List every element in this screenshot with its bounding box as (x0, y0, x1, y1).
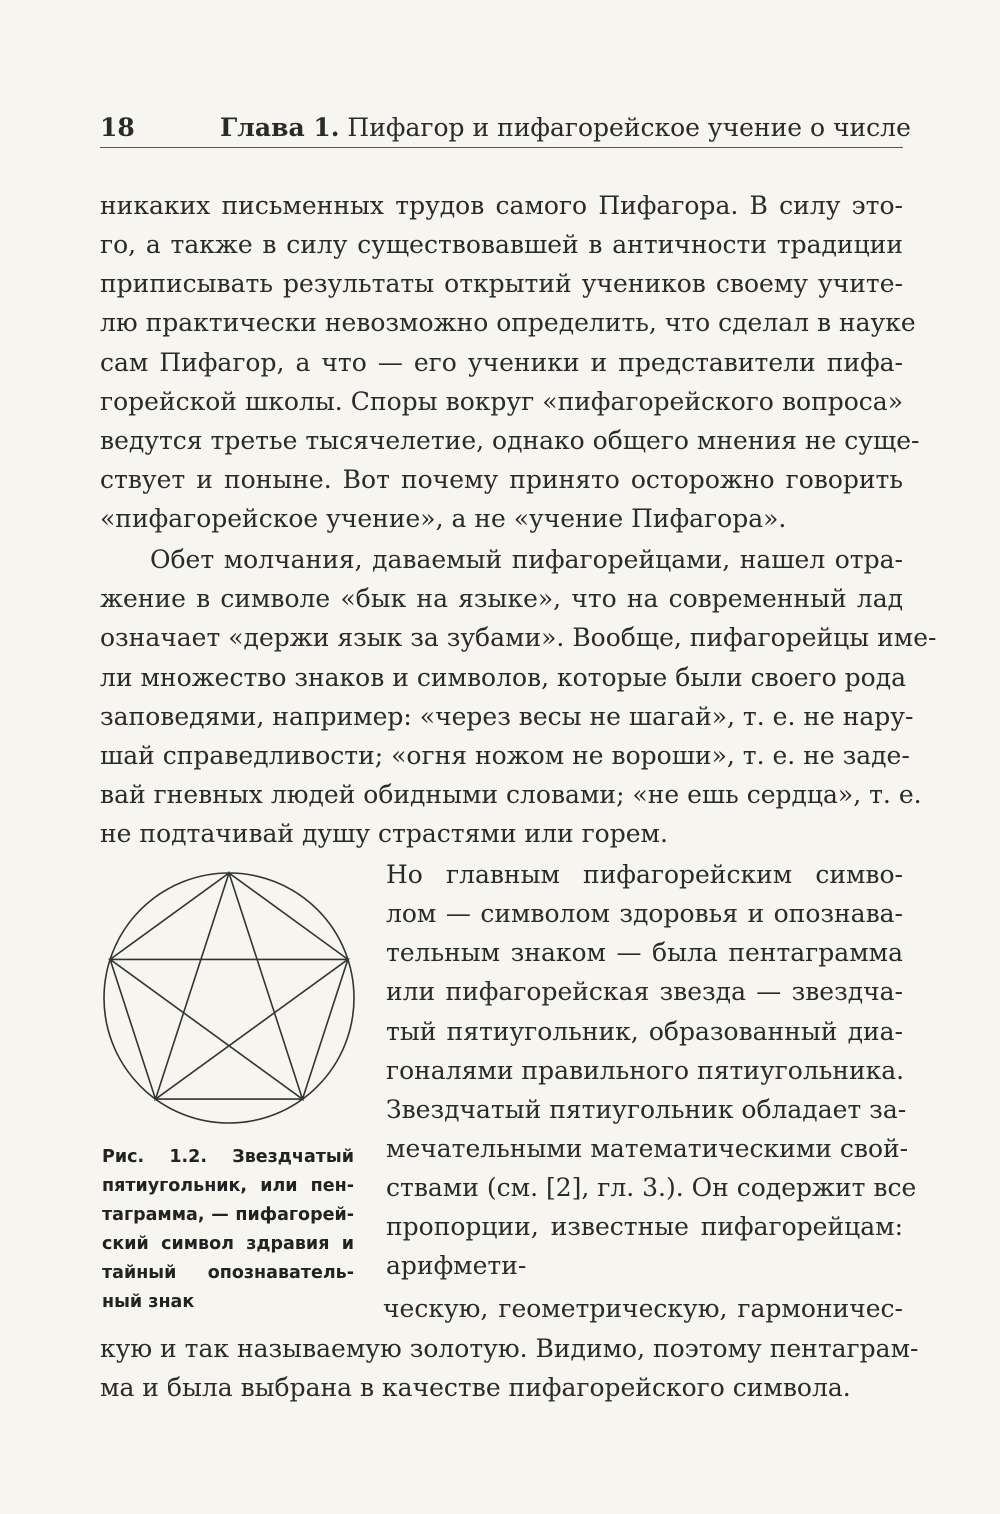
text-line: жение в символе «бык на языке», что на современный лад (100, 584, 903, 613)
text-line: приписывать результаты открытий учеников своему учите- (100, 269, 903, 298)
text-line: тый пятиугольник, образованный диа- (386, 1017, 903, 1046)
chapter-label: Глава 1. (220, 113, 340, 142)
text-line: ческую, геометрическую, гармоничес- (383, 1294, 903, 1323)
text-line: лю практически невозможно определить, что сделал в науке (100, 308, 916, 337)
text-line: тельным знаком — была пентаграмма (386, 938, 903, 967)
pentagram-figure (102, 871, 356, 1125)
caption-line: таграмма, — пифагорей- (102, 1205, 354, 1225)
text-line: кую и так называемую золотую. Видимо, поэтому пентаграм- (100, 1334, 919, 1363)
text-line: го, а также в силу существовавшей в античности традиции (100, 230, 903, 259)
text-line: горейской школы. Споры вокруг «пифагорейского вопроса» (100, 387, 903, 416)
caption-line: ный знак (102, 1292, 195, 1312)
text-line: Звездчатый пятиугольник обладает за- (386, 1095, 907, 1124)
page-number: 18 (100, 113, 135, 142)
pentagram-in-circle-icon (102, 871, 356, 1125)
text-line: ведутся третье тысячелетие, однако общего мнения не суще- (100, 426, 920, 455)
text-line: означает «держи язык за зубами». Вообще, пифагорейцы име- (100, 623, 937, 652)
header-rule (100, 147, 903, 148)
text-line: Обет молчания, даваемый пифагорейцами, нашел отра- (150, 545, 903, 574)
text-line: Но главным пифагорейским симво- (386, 860, 903, 889)
caption-line: Рис. 1.2. Звездчатый (102, 1147, 354, 1167)
caption-line: ский символ здравия и (102, 1234, 354, 1254)
text-line: сам Пифагор, а что — его ученики и представители пифа- (100, 348, 903, 377)
text-line: ли множество знаков и символов, которые были своего рода (100, 663, 907, 692)
text-line: пропорции, известные пифагорейцам: (386, 1212, 903, 1241)
caption-line: пятиугольник, или пен- (102, 1176, 354, 1196)
chapter-title: Пифагор и пифагорейское учение о числе (347, 113, 911, 142)
text-line: «пифагорейское учение», а не «учение Пифагора». (100, 504, 787, 533)
text-line: не подтачивай душу страстями или горем. (100, 819, 668, 848)
running-header (100, 110, 911, 146)
text-line: гоналями правильного пятиугольника. (386, 1056, 905, 1085)
chapter-heading (220, 110, 911, 146)
text-line: или пифагорейская звезда — звездча- (386, 977, 903, 1006)
text-line: никаких письменных трудов самого Пифагора. В силу это- (100, 191, 903, 220)
text-line: арифмети- (386, 1251, 527, 1280)
text-line: заповедями, например: «через весы не шагай», т. е. не нару- (100, 702, 914, 731)
text-line: вай гневных людей обидными словами; «не ешь сердца», т. е. (100, 780, 922, 809)
text-line: ствами (см. [2], гл. 3.). Он содержит все (386, 1173, 917, 1202)
text-line: ма и была выбрана в качестве пифагорейского символа. (100, 1373, 851, 1402)
text-line: шай справедливости; «огня ножом не вороши», т. е. не заде- (100, 741, 910, 770)
text-line: лом — символом здоровья и опознава- (386, 899, 903, 928)
text-line: ствует и поныне. Вот почему принято осторожно говорить (100, 465, 903, 494)
text-line: мечательными математическими свой- (386, 1134, 909, 1163)
caption-line: тайный опознаватель- (102, 1263, 354, 1283)
